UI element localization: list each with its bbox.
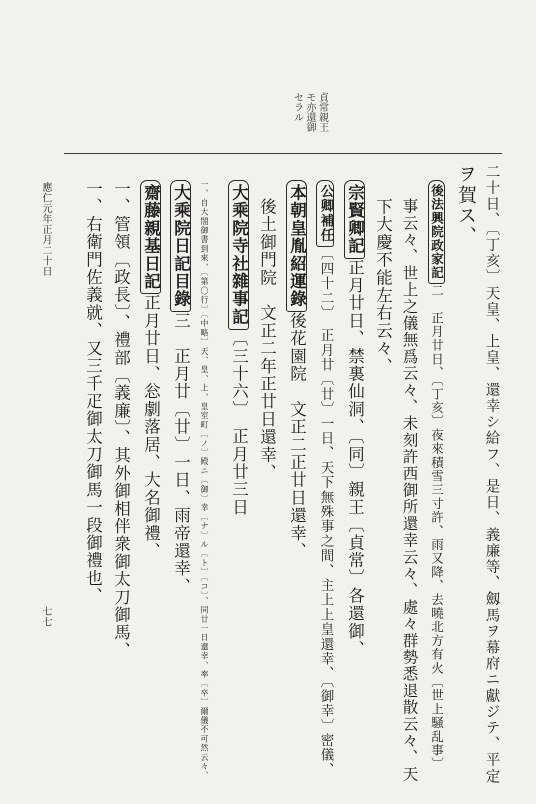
source-title-box: 大乘院日記目錄 xyxy=(170,180,191,312)
text-column-11: 一、自大閤御書到來、〔第〇行〕〔中略〕天、皇、上、皇室町〔ノ〕殿ニ〔御〕幸〔ナ〕ル〔ト〕〔コ〕、同廿一日還幸、率〔卒〕爾儀不可然云々、 xyxy=(200,180,209,781)
entry-text: 二 正月廿日、〔丁亥〕夜來積雪三寸許、雨又降、去曉北方有火〔世上騒乱事〕 xyxy=(429,283,445,771)
text-column-7 xyxy=(316,180,334,777)
text-column-1: 二十日、〔丁亥〕天皇、上皇、還幸シ給フ、是日、義廉等、劔馬ヲ幕府ニ獻ジテ、平定 xyxy=(483,164,500,785)
text-column-6 xyxy=(344,180,365,658)
source-title-box: 宗賢卿記 xyxy=(344,180,365,259)
header-note-line-2: モ亦還御 xyxy=(304,92,315,132)
source-title-box: 後法興院政家記 xyxy=(428,180,445,284)
text-column-5: 下大慶不能左右云々、 xyxy=(373,198,393,375)
text-column-12 xyxy=(170,180,191,595)
text-column-3 xyxy=(428,180,445,771)
entry-text: 〔四十二〕 正月廿〔廿〕一日、天下無殊事之間、主上上皇還幸、〔御幸〕密儀、 xyxy=(317,246,334,778)
text-column-9: 後土御門院 文正二年正廿日還幸、 xyxy=(257,198,277,482)
entry-text: 後花園院 文正二正廿日還幸、 xyxy=(287,311,307,560)
entry-text: 正月廿日、禁裏仙洞、〔同〕親王〔貞常〕各還御、 xyxy=(345,258,365,658)
text-column-13 xyxy=(140,180,161,560)
source-title-box: 公卿補任 xyxy=(316,180,334,247)
header-rule xyxy=(64,153,502,154)
text-column-14: 一、管領〔政長〕、禮部〔義廉〕、其外御相伴衆御太刀御馬、 xyxy=(111,180,131,660)
header-note-line-3: セラル xyxy=(291,92,303,122)
entry-text: 三 正月廿〔廿〕一日、雨帝還幸、 xyxy=(171,311,191,596)
margin-date: 應仁元年正月二十日 xyxy=(40,182,51,277)
header-note-line-1: 貞常親王 xyxy=(316,92,328,132)
source-title-box: 大乘院寺社雜事記 xyxy=(228,180,249,330)
entry-text: 正月廿日、忩劇落居、大名御禮、 xyxy=(141,294,161,560)
header-marginal-note xyxy=(290,92,328,132)
text-column-15: 一、右衛門佐義就、又三千疋御太刀御馬一段御禮也、 xyxy=(83,180,103,605)
page-number: 七七 xyxy=(40,606,51,627)
source-title-box: 齋藤親基日記 xyxy=(140,180,161,294)
text-column-8 xyxy=(286,180,307,560)
text-column-2: ヲ賀ス、 xyxy=(455,164,477,247)
text-column-4: 事云々、世上之儀無爲云々、未刻許西御所還幸云々、處々群勢悉退散云々、天 xyxy=(400,198,419,783)
text-column-10 xyxy=(228,180,249,516)
entry-text: 〔三十六〕 正月廿三日 xyxy=(229,329,249,517)
source-title-box: 本朝皇胤紹運錄 xyxy=(286,180,307,312)
